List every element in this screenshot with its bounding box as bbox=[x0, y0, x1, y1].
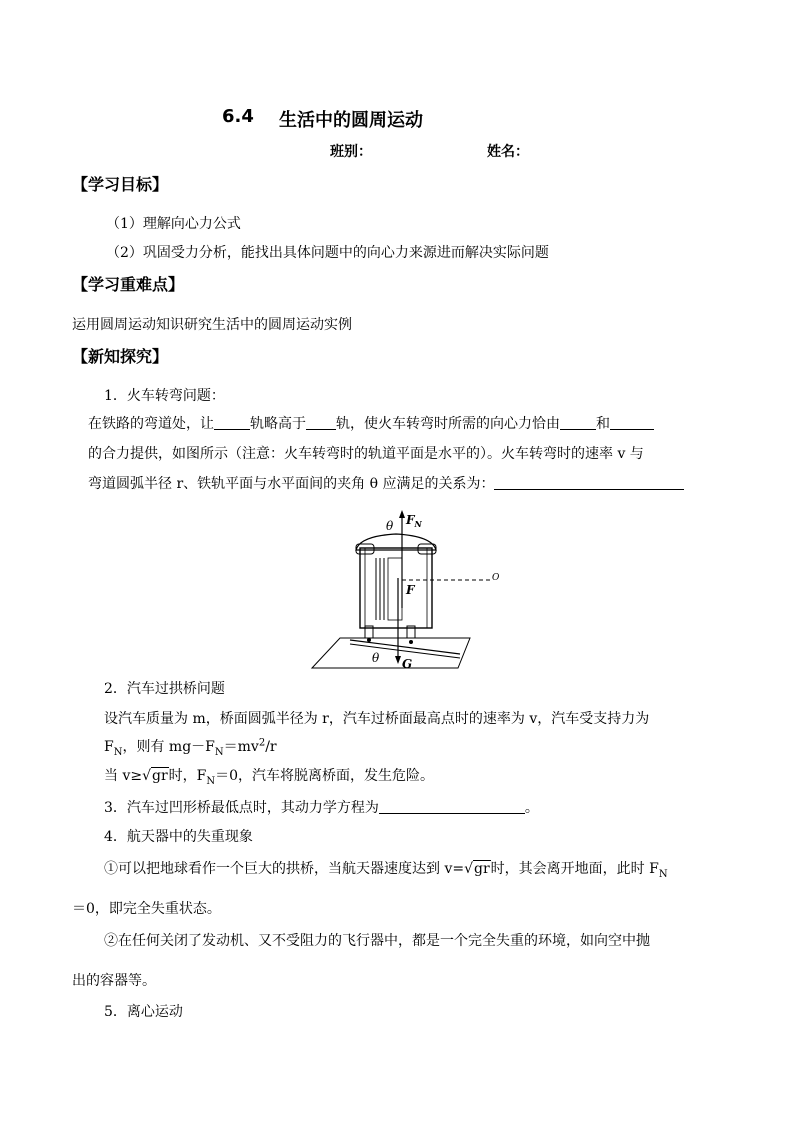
fn-label-sub: N bbox=[414, 519, 422, 529]
item2-line2: $F_N$，则有 $mg-F_N=mv^2/r$ bbox=[104, 737, 277, 758]
item5-title: 5．离心运动 bbox=[104, 1004, 183, 1020]
objectives-heading: 【学习目标】 bbox=[72, 175, 169, 194]
page-title: 生活中的圆周运动 bbox=[279, 110, 423, 131]
f-label: F bbox=[406, 583, 415, 597]
answer-blank[interactable] bbox=[494, 475, 684, 490]
o-label: O bbox=[492, 573, 500, 583]
item1-line2: 的合力提供，如图所示（注意：火车转弯时的轨道平面是水平的）。火车转弯时的速率 v 与 bbox=[88, 446, 644, 462]
train-turn-diagram bbox=[310, 508, 510, 673]
item2-line3: 当 v≥√gr时，$F_N=0$，汽车将脱离桥面，发生危险。 bbox=[104, 768, 435, 787]
item3-line: 3．汽车过凹形桥最低点时，其动力学方程为 。 bbox=[104, 800, 539, 816]
item2-line1: 设汽车质量为 m，桥面圆弧半径为 r，汽车过桥面最高点时的速率为 v，汽车受支持力为 bbox=[104, 711, 650, 727]
g-label: G bbox=[402, 657, 413, 671]
ground-plane bbox=[312, 638, 470, 668]
svg-text:FN bbox=[405, 513, 423, 529]
theta-bottom-label: θ bbox=[372, 651, 380, 665]
item2-title: 2．汽车过拱桥问题 bbox=[104, 681, 225, 697]
item1-title: 1．火车转弯问题： bbox=[104, 388, 225, 404]
theta-top-label: θ bbox=[386, 519, 394, 533]
key-points-text: 运用圆周运动知识研究生活中的圆周运动实例 bbox=[72, 317, 352, 333]
item4-para1-line2: ＝0，即完全失重状态。 bbox=[72, 901, 221, 917]
item4-para2-line1: ②在任何关闭了发动机、又不受阻力的飞行器中，都是一个完全失重的环境，如向空中抛 bbox=[104, 933, 650, 949]
objective-item: （2）巩固受力分析，能找出具体问题中的向心力来源进而解决实际问题 bbox=[106, 245, 549, 261]
fn-label: F bbox=[406, 513, 415, 527]
objective-item: （1）理解向心力公式 bbox=[106, 216, 241, 232]
name-label: 姓名： bbox=[487, 144, 529, 160]
answer-blank[interactable] bbox=[610, 415, 654, 430]
key-points-heading: 【学习重难点】 bbox=[72, 275, 185, 294]
item4-title: 4．航天器中的失重现象 bbox=[104, 829, 253, 845]
item4-para2-line2: 出的容器等。 bbox=[72, 973, 156, 989]
section-number: 6.4 bbox=[222, 106, 254, 127]
answer-blank[interactable] bbox=[306, 415, 336, 430]
explore-heading: 【新知探究】 bbox=[72, 347, 169, 366]
class-label: 班别： bbox=[330, 144, 372, 160]
item1-line3: 弯道圆弧半径 r、铁轨平面与水平面间的夹角 θ 应满足的关系为： bbox=[88, 473, 684, 493]
answer-blank[interactable] bbox=[379, 799, 525, 814]
item4-para1-line1: ①可以把地球看作一个巨大的拱桥，当航天器速度达到 v=√gr时，其会离开地面，此时 $F_N$ bbox=[104, 861, 668, 880]
answer-blank[interactable] bbox=[560, 415, 596, 430]
answer-blank[interactable] bbox=[214, 415, 250, 430]
item1-line1: 在铁路的弯道处，让 轨略高于 轨，使火车转弯时所需的向心力恰由 和 bbox=[88, 413, 654, 433]
